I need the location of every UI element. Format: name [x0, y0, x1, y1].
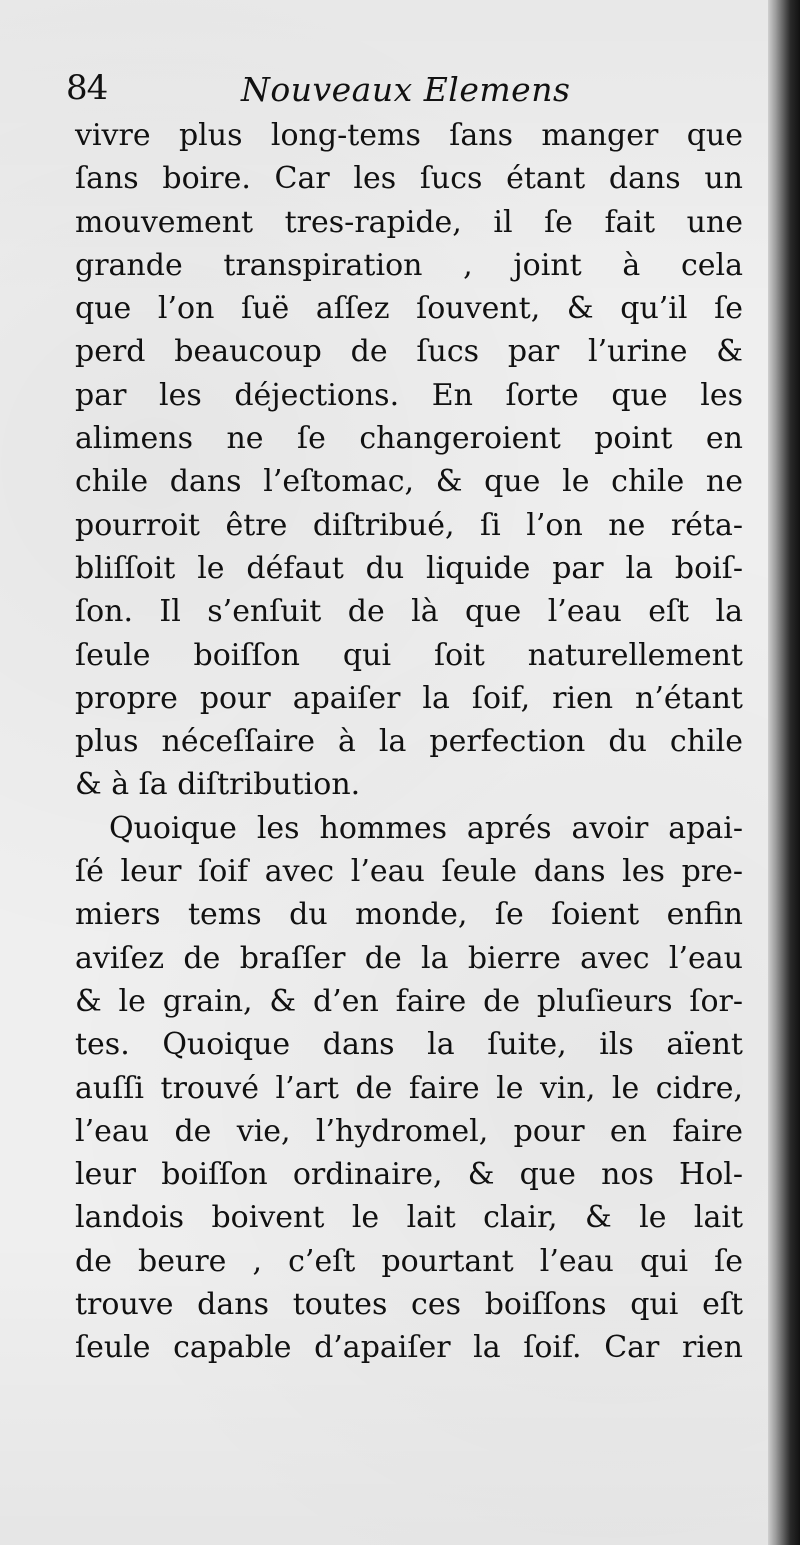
text-line: miers tems du monde, ſe ſoient enfin	[75, 897, 743, 933]
text-line: ſans boire. Car les ſucs étant dans un	[75, 161, 743, 197]
page-header	[66, 68, 586, 112]
text-line: vivre plus long-tems ſans manger que	[75, 118, 743, 153]
text-line: l’eau de vie, l’hydromel, pour en faire	[75, 1113, 743, 1149]
text-line: trouve dans toutes ces boiſſons qui eſt	[75, 1287, 743, 1323]
text-line: bliſſoit le défaut du liquide par la boiſ-	[75, 550, 743, 586]
text-line: par les déjections. En ſorte que les	[75, 377, 743, 413]
text-line: alimens ne ſe changeroient point en	[75, 421, 743, 457]
text-line: ſeule boiſſon qui ſoit naturellement	[75, 637, 743, 673]
text-line: que l’on ſuë aſſez ſouvent, & qu’il ſe	[75, 291, 743, 327]
text-line: aviſez de braſſer de la bierre avec l’eau	[75, 940, 743, 976]
text-line: landois boivent le lait clair, & le lait	[75, 1200, 743, 1236]
body-text	[75, 114, 743, 1370]
running-head: Nouveaux Elemens	[241, 70, 571, 109]
text-line: mouvement tres-rapide, il ſe fait une	[75, 204, 743, 240]
text-line: ſé leur ſoif avec l’eau ſeule dans les pre-	[75, 854, 743, 890]
text-line: plus néceſſaire à la perfection du chile	[75, 724, 743, 760]
text-line: Quoique les hommes aprés avoir apai-	[109, 810, 743, 846]
text-line: ſeule capable d’apaiſer la ſoif. Car rien	[75, 1330, 743, 1366]
text-line: ſon. Il s’enſuit de là que l’eau eſt la	[75, 594, 743, 630]
text-line: auſſi trouvé l’art de faire le vin, le cidre,	[75, 1070, 743, 1106]
text-line: & à ſa diſtribution.	[75, 767, 361, 803]
text-line: leur boiſſon ordinaire, & que nos Hol-	[75, 1157, 743, 1193]
text-line: perd beaucoup de ſucs par l’urine &	[75, 334, 743, 370]
text-line: pourroit être diſtribué, ſi l’on ne réta-	[75, 507, 743, 543]
text-line: de beure , c’eſt pourtant l’eau qui ſe	[75, 1243, 743, 1279]
text-line: tes. Quoique dans la ſuite, ils aïent	[75, 1027, 743, 1063]
text-line: propre pour apaiſer la ſoif, rien n’étant	[75, 680, 743, 716]
text-line: & le grain, & d’en faire de pluſieurs ſor-	[75, 983, 743, 1019]
text-line: grande transpiration , joint à cela	[75, 247, 743, 283]
text-line: chile dans l’eſtomac, & que le chile ne	[75, 464, 743, 500]
page-edge-shadow	[768, 0, 800, 1545]
page-number: 84	[66, 68, 108, 108]
